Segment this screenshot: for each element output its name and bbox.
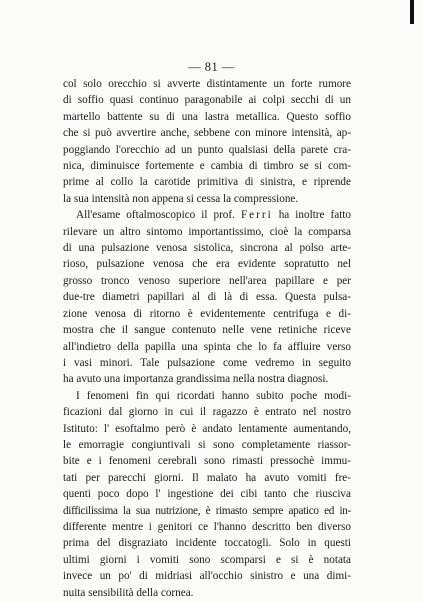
text-line: di soffio quasi continuo paragonabile ai colpi secchi di un [63,94,351,107]
text-line: I fenomeni fin qui ricordati hanno subito poche modi- [76,389,351,402]
text-line: tati per parecchi giorni. Il malato ha avuto vomiti fre- [63,471,351,484]
text-line: nuita sensibilità della cornea. [63,586,194,599]
text-line: due-tre diametri papillari al di là di essa. Questa pulsa- [63,291,351,304]
text-line: che si può avvertire anche, sebbene con minore intensità, ap- [63,127,351,140]
text-line: prima del disgraziato incidente toccatogli. Solo in questi [63,537,351,550]
text-line: prime al collo la carotide primitiva di sinistra, e riprende [63,176,351,189]
text-line: ha avuto una importanza grandissima nella nostra diagnosi. [63,373,329,386]
text-line: all'indietro della papilla una spinta che lo fa affluire verso [63,340,351,353]
text-line: poggiando l'orecchio ad un punto qualsiasi della parete cra- [63,143,351,156]
text-line: rilevare un altro sintomo importantissimo, cioè la comparsa [63,225,351,238]
text-line: le emorragie congiuntivali si sono completamente riassor- [63,438,351,451]
text-line: i vasi minori. Tale pulsazione come vedremo in seguito [63,356,351,369]
text-line: Istituto: l' esoftalmo però è andato lentamente aumentando, [63,422,351,435]
text-line: zione venosa di ritorno è evidentemente centrifuga e di- [63,307,351,320]
text-line: invece un po' di midriasi all'occhio sinistro e una dimi- [63,570,351,583]
body-text [63,76,351,601]
text-line: mostra che il sangue contenuto nelle vene retiniche riceve [63,324,351,337]
text-line: rioso, pulsazione venosa che era evidente sopratutto nel [63,258,351,271]
text-line: bite e i fenomeni cerebrali sono rimasti pressochè immu- [63,455,351,468]
text-line: nica, diminuisce fortemente e cambia di timbro se si com- [63,160,351,173]
paragraph-1 [63,76,351,207]
text-line [63,207,351,223]
paragraph-2 [63,207,351,387]
paragraph-3 [63,388,351,601]
text-line: difficilissima la sua nutrizione, è rimasto sempre apatico ed in- [63,504,351,517]
text-segment: All'esame oftalmoscopico il prof. [76,209,241,222]
text-line: di una pulsazione venosa sistolica, sincrona al polso arte- [63,242,351,255]
text-line: col solo orecchio si avverte distintamente un forte rumore [63,78,351,90]
text-line: la sua intensità non appena si cessa la compressione. [63,192,299,205]
text-line: grosso tronco venoso superiore nell'area papillare e per [63,274,351,287]
page-number: — 81 — [188,60,235,74]
page-edge-mark [410,0,414,24]
author-name: Ferri [240,209,273,222]
text-line: martello battente su di una lastra metallica. Questo soffio [63,110,351,123]
text-line: ficazioni dal giorno in cui il ragazzo è entrato nel nostro [63,406,351,419]
text-line: ultimi giorni i vomiti sono scomparsi e si è notata [63,553,351,566]
text-line: differente mentre i genitori ce l'hanno descritto ben diverso [63,520,351,533]
text-line: quenti poco dopo l' ingestione dei cibi tanto che riusciva [63,488,351,501]
text-segment: ha inoltre fatto [272,209,352,222]
